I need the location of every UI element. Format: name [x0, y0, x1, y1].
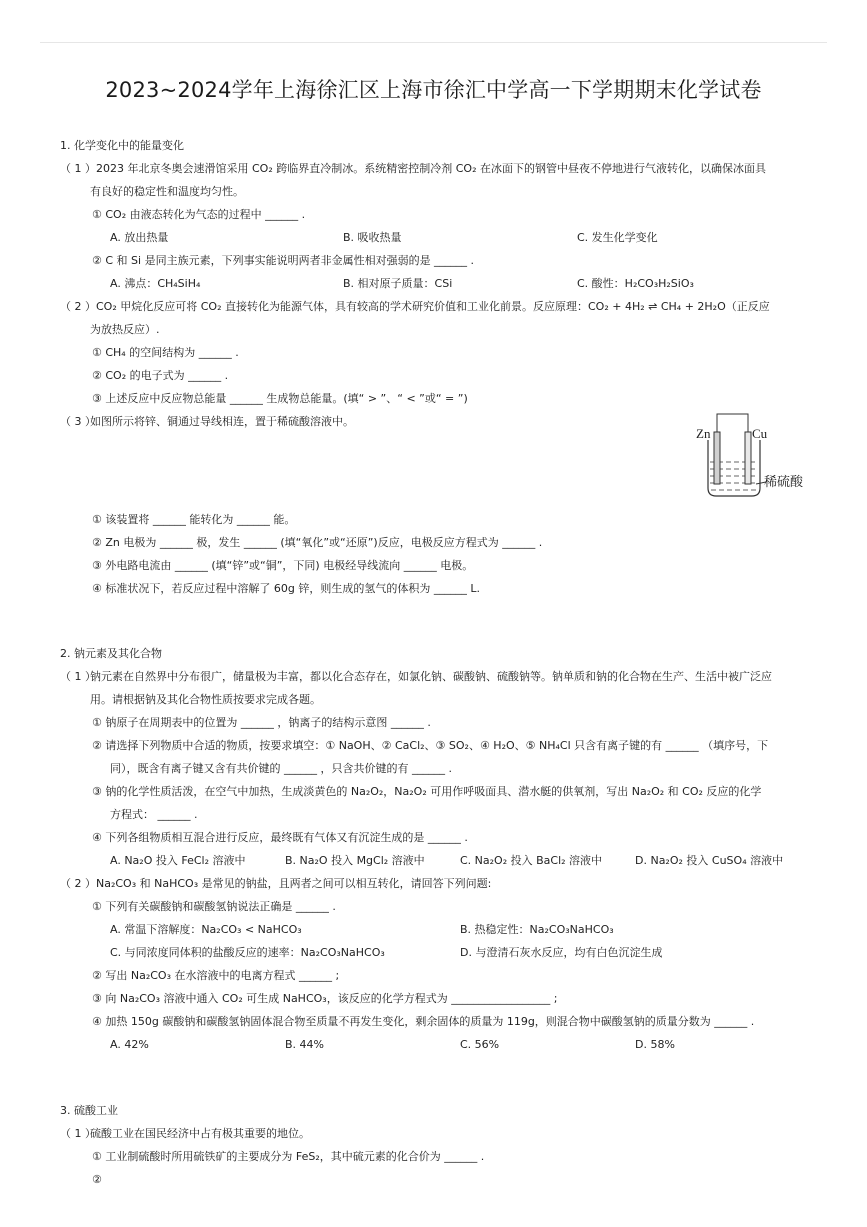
- q1-p2-line2: 为放热反应）.: [90, 323, 160, 336]
- q2-p1-line2: 用。请根据钠及其化合物性质按要求完成各题。: [90, 693, 321, 706]
- zinc-electrode: [714, 432, 720, 484]
- q2-p2-s1: ① 下列有关碳酸钠和碳酸氢钠说法正确是 ______ .: [92, 900, 336, 913]
- q1-p3-s1: ① 该装置将 ______ 能转化为 ______ 能。: [92, 513, 296, 526]
- q1-p1-s1: ① CO₂ 由液态转化为气态的过程中 ______ .: [92, 208, 306, 221]
- q1-p3-s2: ② Zn 电极为 ______ 极，发生 ______ (填“氧化”或“还原”)反应，电极反应方程式为 ______ .: [92, 536, 543, 549]
- q2-p1-s4-option-c: C. Na₂O₂ 投入 BaCl₂ 溶液中: [460, 854, 603, 867]
- q2-p1-s2-line2: 同），既含有离子键又含有共价键的 ______ ，只含共价键的有 ______ .: [110, 762, 452, 775]
- q2-p1-s1: ① 钠原子在周期表中的位置为 ______ ，钠离子的结构示意图 ______ .: [92, 716, 431, 729]
- sulfuric-acid-label: 稀硫酸: [764, 474, 804, 489]
- q2-p2-s4-option-a: A. 42%: [110, 1038, 149, 1051]
- q1-p2-s1: ① CH₄ 的空间结构为 ______ .: [92, 346, 239, 359]
- galvanic-cell-figure: [690, 410, 815, 502]
- q2-p1-s4-option-b: B. Na₂O 投入 MgCl₂ 溶液中: [285, 854, 425, 867]
- q1-p3-num: （ 3 ）: [60, 415, 96, 428]
- q1-p1-s1-option-a: A. 放出热量: [110, 231, 169, 244]
- q1-p1-s2: ② C 和 Si 是同主族元素，下列事实能说明两者非金属性相对强弱的是 ______ .: [92, 254, 475, 267]
- q1-p3-line1: 如图所示将锌、铜通过导线相连，置于稀硫酸溶液中。: [90, 415, 354, 428]
- q2-p2-s1-option-b: B. 热稳定性：Na₂CO₃NaHCO₃: [460, 923, 614, 936]
- q3-p1-s2: ②: [92, 1173, 102, 1186]
- q1-p3-s4: ④ 标准状况下，若反应过程中溶解了 60g 锌，则生成的氢气的体积为 ______ L.: [92, 582, 480, 595]
- q2-p1-s4-option-d: D. Na₂O₂ 投入 CuSO₄ 溶液中: [635, 854, 784, 867]
- q1-p3-s3: ③ 外电路电流由 ______ (填“锌”或“铜”，下同) 电极经导线流向 ______ 电极。: [92, 559, 474, 572]
- q2-p1-s4: ④ 下列各组物质相互混合进行反应，最终既有气体又有沉淀生成的是 ______ .: [92, 831, 468, 844]
- q2-p2-s3: ③ 向 Na₂CO₃ 溶液中通入 CO₂ 可生成 NaHCO₃，该反应的化学方程式为 __________________ ;: [92, 992, 558, 1005]
- q2-p2-s1-option-d: D. 与澄清石灰水反应，均有白色沉淀生成: [460, 946, 663, 959]
- q1-p1-line1: 2023 年北京冬奥会速滑馆采用 CO₂ 跨临界直冷制冰。系统精密控制冷剂 CO₂ 在冰面下的钢管中昼夜不停地进行气液转化，以确保冰面具: [96, 162, 766, 175]
- q3-p1-line1: 硫酸工业在国民经济中占有极其重要的地位。: [90, 1127, 310, 1140]
- q3-p1-s1: ① 工业制硫酸时所用硫铁矿的主要成分为 FeS₂，其中硫元素的化合价为 ______ .: [92, 1150, 485, 1163]
- q1-p1-s2-option-c: C. 酸性：H₂CO₃H₂SiO₃: [577, 277, 694, 290]
- q2-p2-s2: ② 写出 Na₂CO₃ 在水溶液中的电离方程式 ______ ;: [92, 969, 340, 982]
- copper-label: Cu: [752, 426, 768, 441]
- q2-p1-s3-line1: ③ 钠的化学性质活泼，在空气中加热，生成淡黄色的 Na₂O₂，Na₂O₂ 可用作呼吸面具、潜水艇的供氧剂，写出 Na₂O₂ 和 CO₂ 反应的化学: [92, 785, 762, 798]
- q2-p2-s1-option-a: A. 常温下溶解度：Na₂CO₃ < NaHCO₃: [110, 923, 302, 936]
- q2-p1-line1: 钠元素在自然界中分布很广，储量极为丰富，都以化合态存在，如氯化钠、碳酸钠、硫酸钠等。钠单质和钠的化合物在生产、生活中被广泛应: [90, 670, 772, 683]
- q2-p1-s4-option-a: A. Na₂O 投入 FeCl₂ 溶液中: [110, 854, 246, 867]
- q1-p2-s3: ③ 上述反应中反应物总能量 ______ 生成物总能量。(填“ > ”、“ < ”或“ = ”): [92, 392, 468, 405]
- q3-p1-num: （ 1 ）: [60, 1127, 96, 1140]
- q1-p1-s1-option-b: B. 吸收热量: [343, 231, 402, 244]
- q1-p1-line2: 有良好的稳定性和温度均匀性。: [90, 185, 244, 198]
- page-title: 2023~2024学年上海徐汇区上海市徐汇中学高一下学期期末化学试卷: [105, 78, 762, 102]
- q1-p2-num: （ 2 ）: [60, 300, 96, 313]
- q2-p2-s4: ④ 加热 150g 碳酸钠和碳酸氢钠固体混合物至质量不再发生变化，剩余固体的质量为 119g，则混合物中碳酸氢钠的质量分数为 ______ .: [92, 1015, 755, 1028]
- q2-p2-s1-option-c: C. 与同浓度同体积的盐酸反应的速率：Na₂CO₃NaHCO₃: [110, 946, 385, 959]
- q2-p2-s4-option-c: C. 56%: [460, 1038, 500, 1051]
- q2-p2-num: （ 2 ）: [60, 877, 96, 890]
- q2-heading: 2. 钠元素及其化合物: [60, 647, 162, 660]
- q2-p1-s2-line1: ② 请选择下列物质中合适的物质，按要求填空：① NaOH、② CaCl₂、③ SO₂、④ H₂O、⑤ NH₄Cl 只含有离子键的有 ______ （填序号，下: [92, 739, 769, 752]
- copper-electrode: [745, 432, 751, 484]
- q1-p1-num: （ 1 ）: [60, 162, 96, 175]
- q1-p2-line1: CO₂ 甲烷化反应可将 CO₂ 直接转化为能源气体，具有较高的学术研究价值和工业化前景。反应原理：CO₂ + 4H₂ ⇌ CH₄ + 2H₂O（正反应: [96, 300, 770, 313]
- q2-p2-s4-option-d: D. 58%: [635, 1038, 675, 1051]
- q2-p2-line1: Na₂CO₃ 和 NaHCO₃ 是常见的钠盐，且两者之间可以相互转化，请回答下列问题:: [96, 877, 492, 890]
- q2-p1-s3-line2: 方程式： ______ .: [110, 808, 198, 821]
- q2-p1-num: （ 1 ）: [60, 670, 96, 683]
- zinc-label: Zn: [696, 426, 711, 441]
- q1-p1-s2-option-a: A. 沸点：CH₄SiH₄: [110, 277, 201, 290]
- q2-p2-s4-option-b: B. 44%: [285, 1038, 324, 1051]
- q3-heading: 3. 硫酸工业: [60, 1104, 118, 1117]
- q1-p1-s2-option-b: B. 相对原子质量：CSi: [343, 277, 453, 290]
- q1-heading: 1. 化学变化中的能量变化: [60, 139, 184, 152]
- top-divider: [40, 42, 827, 43]
- q1-p2-s2: ② CO₂ 的电子式为 ______ .: [92, 369, 229, 382]
- q1-p1-s1-option-c: C. 发生化学变化: [577, 231, 658, 244]
- wire: [717, 414, 748, 432]
